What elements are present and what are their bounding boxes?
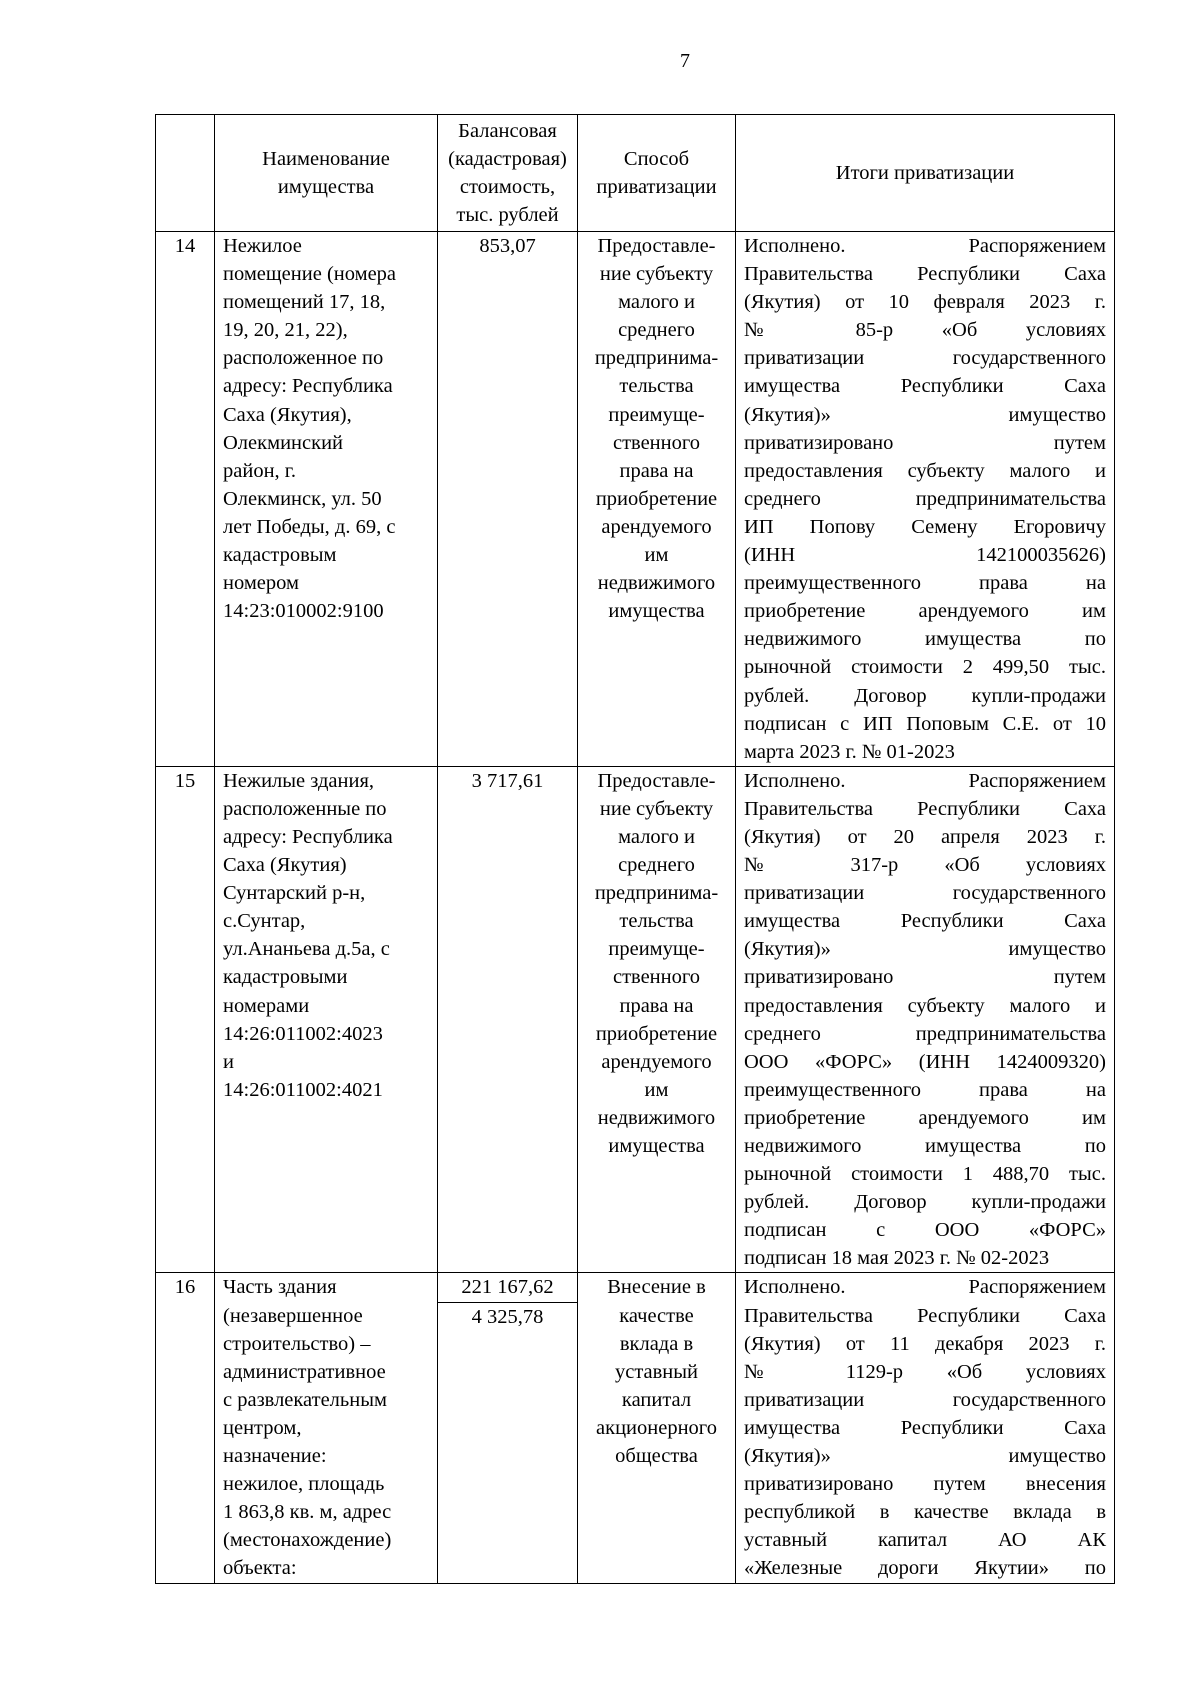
privatization-method [578, 232, 736, 767]
privatization-result-line: приватизации государственного [744, 882, 1106, 905]
privatization-result-line: приватизировано путем [744, 966, 1106, 989]
privatization-result [736, 1273, 1115, 1583]
privatization-result-line: (Якутия)» имущество [744, 938, 1106, 961]
privatization-method-line: тельства [619, 910, 694, 933]
privatization-result-line: ООО «ФОРС» (ИНН 1424009320) [744, 1050, 1106, 1073]
privatization-method-line: недвижимого [597, 572, 716, 595]
privatization-method-line: среднего [618, 319, 695, 342]
property-name-line: Часть здания [223, 1276, 337, 1299]
property-name-line: Олекминский [223, 431, 344, 454]
privatization-method-line: преимуще- [608, 938, 705, 961]
privatization-method-line: среднего [618, 854, 695, 877]
privatization-result [736, 232, 1115, 767]
privatization-method-line: предпринима- [594, 882, 719, 905]
property-name-line: строительство) – [223, 1332, 371, 1355]
balance-cost [438, 766, 578, 1273]
privatization-method-line: преимуще- [608, 403, 705, 426]
privatization-method-line: им [644, 1078, 669, 1101]
property-name-line: назначение: [223, 1445, 327, 1468]
property-name-line: номерами [223, 994, 310, 1017]
header-name-line: имущества [277, 176, 375, 198]
row-number: 14 [156, 232, 215, 767]
property-name-line: помещение (номера [223, 263, 397, 286]
privatization-method-line: вклада в [619, 1332, 694, 1355]
header-method [578, 115, 736, 232]
privatization-method-line: приобретение [595, 487, 718, 510]
property-name-line: центром, [223, 1416, 302, 1439]
property-name-line: 1 863,8 кв. м, адрес [223, 1501, 392, 1524]
privatization-result-line: приобретение арендуемого им [744, 1106, 1106, 1129]
privatization-method-line: тельства [619, 375, 694, 398]
property-name-line: Нежилые здания, [223, 769, 375, 792]
header-name-line: Наименование [262, 147, 390, 170]
header-cost-line: Балансовая [458, 119, 557, 142]
property-name-line: Нежилое [223, 235, 302, 257]
property-name-line: кадастровым [223, 544, 337, 567]
privatization-result-line: Исполнено. Распоряжением [744, 235, 1106, 257]
privatization-result-line: (Якутия)» имущество [744, 1445, 1106, 1468]
privatization-result-line: № 85-р «Об условиях [744, 319, 1106, 342]
property-name-line: 19, 20, 21, 22), [223, 319, 348, 342]
property-name-line: помещений 17, 18, [223, 291, 386, 314]
property-name-line: Саха (Якутия) [223, 854, 347, 877]
privatization-method-line: арендуемого [601, 1050, 712, 1073]
privatization-method [578, 1273, 736, 1583]
privatization-method-line: ние субъекту [599, 263, 714, 286]
balance-cost-value: 3 717,61 [471, 769, 544, 792]
privatization-result [736, 766, 1115, 1273]
table-row [156, 1273, 1115, 1583]
balance-cost-value: 221 167,62 [461, 1276, 554, 1299]
balance-cost [438, 232, 578, 767]
privatization-result-line: преимущественного права на [744, 572, 1106, 595]
page-number: 7 [680, 50, 690, 72]
property-name [215, 766, 438, 1273]
property-name-line: 14:26:011002:4023 [223, 1022, 383, 1045]
privatization-result-line: предоставления субъекту малого и [744, 994, 1106, 1017]
privatization-result-line: имущества Республики Саха [744, 1416, 1106, 1439]
row-number: 15 [156, 766, 215, 1273]
privatization-method-line: имущества [608, 600, 705, 623]
row-number: 16 [156, 1273, 215, 1583]
table-body [156, 232, 1115, 1584]
privatization-result-line: приобретение арендуемого им [744, 600, 1106, 623]
privatization-method-line: имущества [608, 1135, 705, 1157]
property-name-line: адресу: Республика [223, 375, 393, 398]
property-name-line: объекта: [223, 1557, 297, 1580]
property-name-line: Олекминск, ул. 50 [223, 487, 382, 510]
privatization-result-line: (Якутия) от 10 февраля 2023 г. [744, 291, 1106, 314]
header-cost [438, 115, 578, 232]
privatization-method-line: права на [619, 994, 694, 1017]
header-cost-line: тыс. рублей [456, 204, 559, 227]
privatization-method-line: им [644, 544, 669, 567]
property-name-line: адресу: Республика [223, 825, 393, 848]
privatization-result-line: приватизации государственного [744, 1388, 1106, 1411]
table-row [156, 232, 1115, 767]
privatization-result-line: рыночной стоимости 2 499,50 тыс. [744, 656, 1106, 679]
property-name-line: район, г. [223, 459, 297, 482]
privatization-method-line: ние субъекту [599, 797, 714, 820]
privatization-method-line: уставный [614, 1360, 699, 1383]
privatization-result-line: имущества Республики Саха [744, 375, 1106, 398]
privatization-method-line: капитал [621, 1388, 692, 1411]
property-name-line: расположенное по [223, 347, 384, 370]
privatization-method-line: арендуемого [601, 515, 712, 538]
balance-cost-value: 4 325,78 [438, 1302, 577, 1331]
property-name-line: Сунтарский р-н, [223, 882, 366, 905]
header-result [736, 115, 1115, 232]
privatization-result-line: имущества Республики Саха [744, 910, 1106, 933]
privatization-result-line: приватизации государственного [744, 347, 1106, 370]
privatization-result-line: Правительства Республики Саха [744, 797, 1106, 820]
privatization-result-line: Исполнено. Распоряжением [744, 1276, 1106, 1299]
table-header-row [156, 115, 1115, 232]
privatization-method-line: качестве [619, 1304, 694, 1327]
property-name-line: (местонахождение) [223, 1529, 392, 1552]
table-row [156, 766, 1115, 1273]
property-name-line: с.Сунтар, [223, 910, 306, 933]
header-name [215, 115, 438, 232]
privatization-method-line: права на [619, 459, 694, 482]
header-method-line: Способ [623, 147, 690, 170]
privatization-method-line: акционерного [596, 1416, 717, 1439]
privatization-result-line: № 317-р «Об условиях [744, 854, 1106, 877]
property-name-line: (незавершенное [223, 1304, 363, 1327]
privatization-method [578, 766, 736, 1273]
privatization-method-line: малого и [618, 825, 695, 848]
header-cost-line: (кадастровая) [448, 147, 567, 170]
property-name [215, 1273, 438, 1583]
property-name-line: кадастровыми [223, 966, 348, 989]
header-method-line: приватизации [596, 176, 717, 198]
privatization-result-line: подписан с ООО «ФОРС» [744, 1219, 1106, 1242]
privatization-result-line: подписан 18 мая 2023 г. № 02-2023 [744, 1247, 1050, 1270]
property-name-line: 14:23:010002:9100 [223, 600, 384, 623]
privatization-result-line: Исполнено. Распоряжением [744, 769, 1106, 792]
privatization-result-line: среднего предпринимательства [744, 487, 1106, 510]
header-result-line: Итоги приватизации [835, 161, 1015, 184]
privatization-result-line: «Железные дороги Якутии» по [744, 1557, 1106, 1580]
privatization-method-line: предпринима- [594, 347, 719, 370]
privatization-result-line: подписан с ИП Поповым С.Е. от 10 [744, 712, 1106, 735]
privatization-result-line: рублей. Договор купли-продажи [744, 1191, 1106, 1214]
privatization-method-line: ственного [612, 966, 701, 989]
privatization-table [155, 114, 1115, 1584]
privatization-result-line: преимущественного права на [744, 1078, 1106, 1101]
privatization-method-line: малого и [618, 291, 695, 314]
privatization-result-line: № 1129-р «Об условиях [744, 1360, 1106, 1383]
privatization-result-line: марта 2023 г. № 01-2023 [744, 740, 955, 763]
balance-cost-value: 853,07 [479, 235, 536, 257]
privatization-result-line: (ИНН 142100035626) [744, 544, 1106, 567]
property-name-line: административное [223, 1360, 386, 1383]
privatization-result-line: приватизировано путем [744, 431, 1106, 454]
privatization-result-line: (Якутия) от 11 декабря 2023 г. [744, 1332, 1106, 1355]
header-num [156, 115, 215, 232]
privatization-method-line: приобретение [595, 1022, 718, 1045]
privatization-method-line: Предоставле- [597, 235, 716, 257]
privatization-result-line: Правительства Республики Саха [744, 1304, 1106, 1327]
privatization-result-line: (Якутия)» имущество [744, 403, 1106, 426]
balance-cost [438, 1273, 578, 1583]
privatization-result-line: предоставления субъекту малого и [744, 459, 1106, 482]
privatization-result-line: недвижимого имущества по [744, 1135, 1106, 1157]
property-name-line: и [223, 1050, 234, 1073]
property-name-line: ул.Ананьева д.5а, с [223, 938, 390, 961]
property-name [215, 232, 438, 767]
property-name-line: Саха (Якутия), [223, 403, 352, 426]
property-name-line: нежилое, площадь [223, 1473, 385, 1496]
privatization-result-line: (Якутия) от 20 апреля 2023 г. [744, 825, 1106, 848]
privatization-method-line: Внесение в [607, 1276, 706, 1299]
privatization-method-line: Предоставле- [597, 769, 716, 792]
property-name-line: с развлекательным [223, 1388, 387, 1411]
privatization-result-line: недвижимого имущества по [744, 628, 1106, 651]
privatization-result-line: среднего предпринимательства [744, 1022, 1106, 1045]
privatization-result-line: рублей. Договор купли-продажи [744, 684, 1106, 707]
privatization-result-line: ИП Попову Семену Егоровичу [744, 515, 1106, 538]
property-name-line: расположенные по [223, 797, 387, 820]
header-cost-line: стоимость, [459, 176, 556, 198]
privatization-result-line: республикой в качестве вклада в [744, 1501, 1106, 1524]
privatization-result-line: рыночной стоимости 1 488,70 тыс. [744, 1163, 1106, 1186]
privatization-result-line: уставный капитал АО АК [744, 1529, 1106, 1552]
property-name-line: номером [223, 572, 299, 595]
privatization-method-line: общества [615, 1445, 698, 1468]
property-name-line: лет Победы, д. 69, с [223, 515, 396, 538]
privatization-method-line: недвижимого [597, 1106, 716, 1129]
privatization-method-line: ственного [612, 431, 701, 454]
privatization-result-line: Правительства Республики Саха [744, 263, 1106, 286]
privatization-result-line: приватизировано путем внесения [744, 1473, 1106, 1496]
property-name-line: 14:26:011002:4021 [223, 1078, 383, 1101]
